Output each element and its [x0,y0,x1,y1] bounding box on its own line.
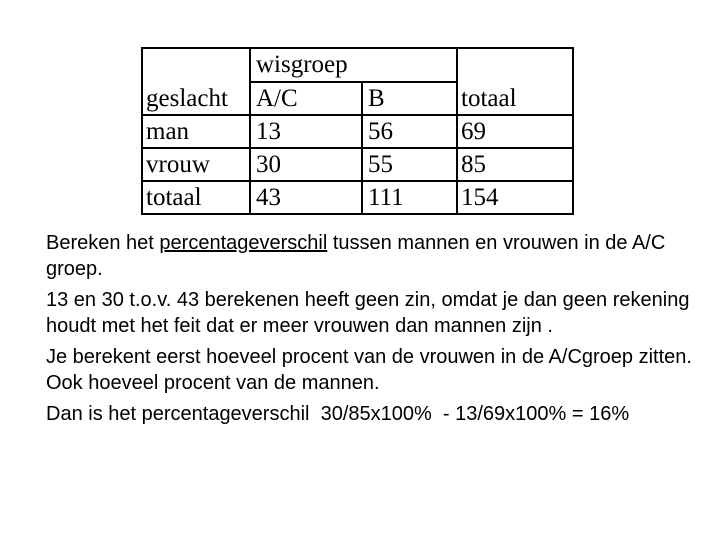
table-vline-3 [456,47,458,215]
row-totaal-ac: 43 [256,184,281,211]
row-man-b: 56 [368,118,393,145]
header-totaal-cell: totaal [461,85,517,112]
table-hline-3 [141,180,574,182]
row-totaal-totaal: 154 [461,184,499,211]
row-totaal-b: 111 [368,184,404,211]
reasoning-paragraph: 13 en 30 t.o.v. 43 berekenen heeft geen zin, omdat je dan geen rekening houdt met het feit dat er meer vrouwen dan mannen zijn . [46,289,690,337]
question-paragraph [46,230,706,282]
row-vrouw-label: vrouw [146,151,210,178]
table-hline-2 [141,147,574,149]
question-text-start: Bereken het [46,232,160,254]
table-border-left [141,47,143,215]
underlined-term: percentageverschil [159,232,328,254]
header-geslacht-cell: geslacht [146,85,228,112]
row-vrouw-ac: 30 [256,151,281,178]
row-vrouw-b: 55 [368,151,393,178]
explanation-text [46,230,706,432]
table-hline-1 [141,114,574,116]
table-border-bottom [141,213,574,215]
row-man-totaal: 69 [461,118,486,145]
row-man-label: man [146,118,190,145]
method-paragraph: Je berekent eerst hoeveel procent van de vrouwen in de A/Cgroep zitten. Ook hoeveel procent van de mannen. [46,346,692,394]
table-hline-group [249,81,458,83]
table-border-top [141,47,574,49]
row-vrouw-totaal: 85 [461,151,486,178]
header-group-cell: wisgroep [256,51,348,78]
row-totaal-label: totaal [146,184,202,211]
answer-paragraph: Dan is het percentageverschil 30/85x100% - 13/69x100% = 16% [46,403,630,425]
header-ac-cell: A/C [256,85,298,112]
header-b-cell: B [368,85,385,112]
row-man-ac: 13 [256,118,281,145]
crosstab-table [141,47,574,215]
table-border-right [572,47,574,215]
table-vline-1 [249,47,251,215]
question-text-end: tussen mannen en vrouwen in de A/C groep. [46,232,666,280]
